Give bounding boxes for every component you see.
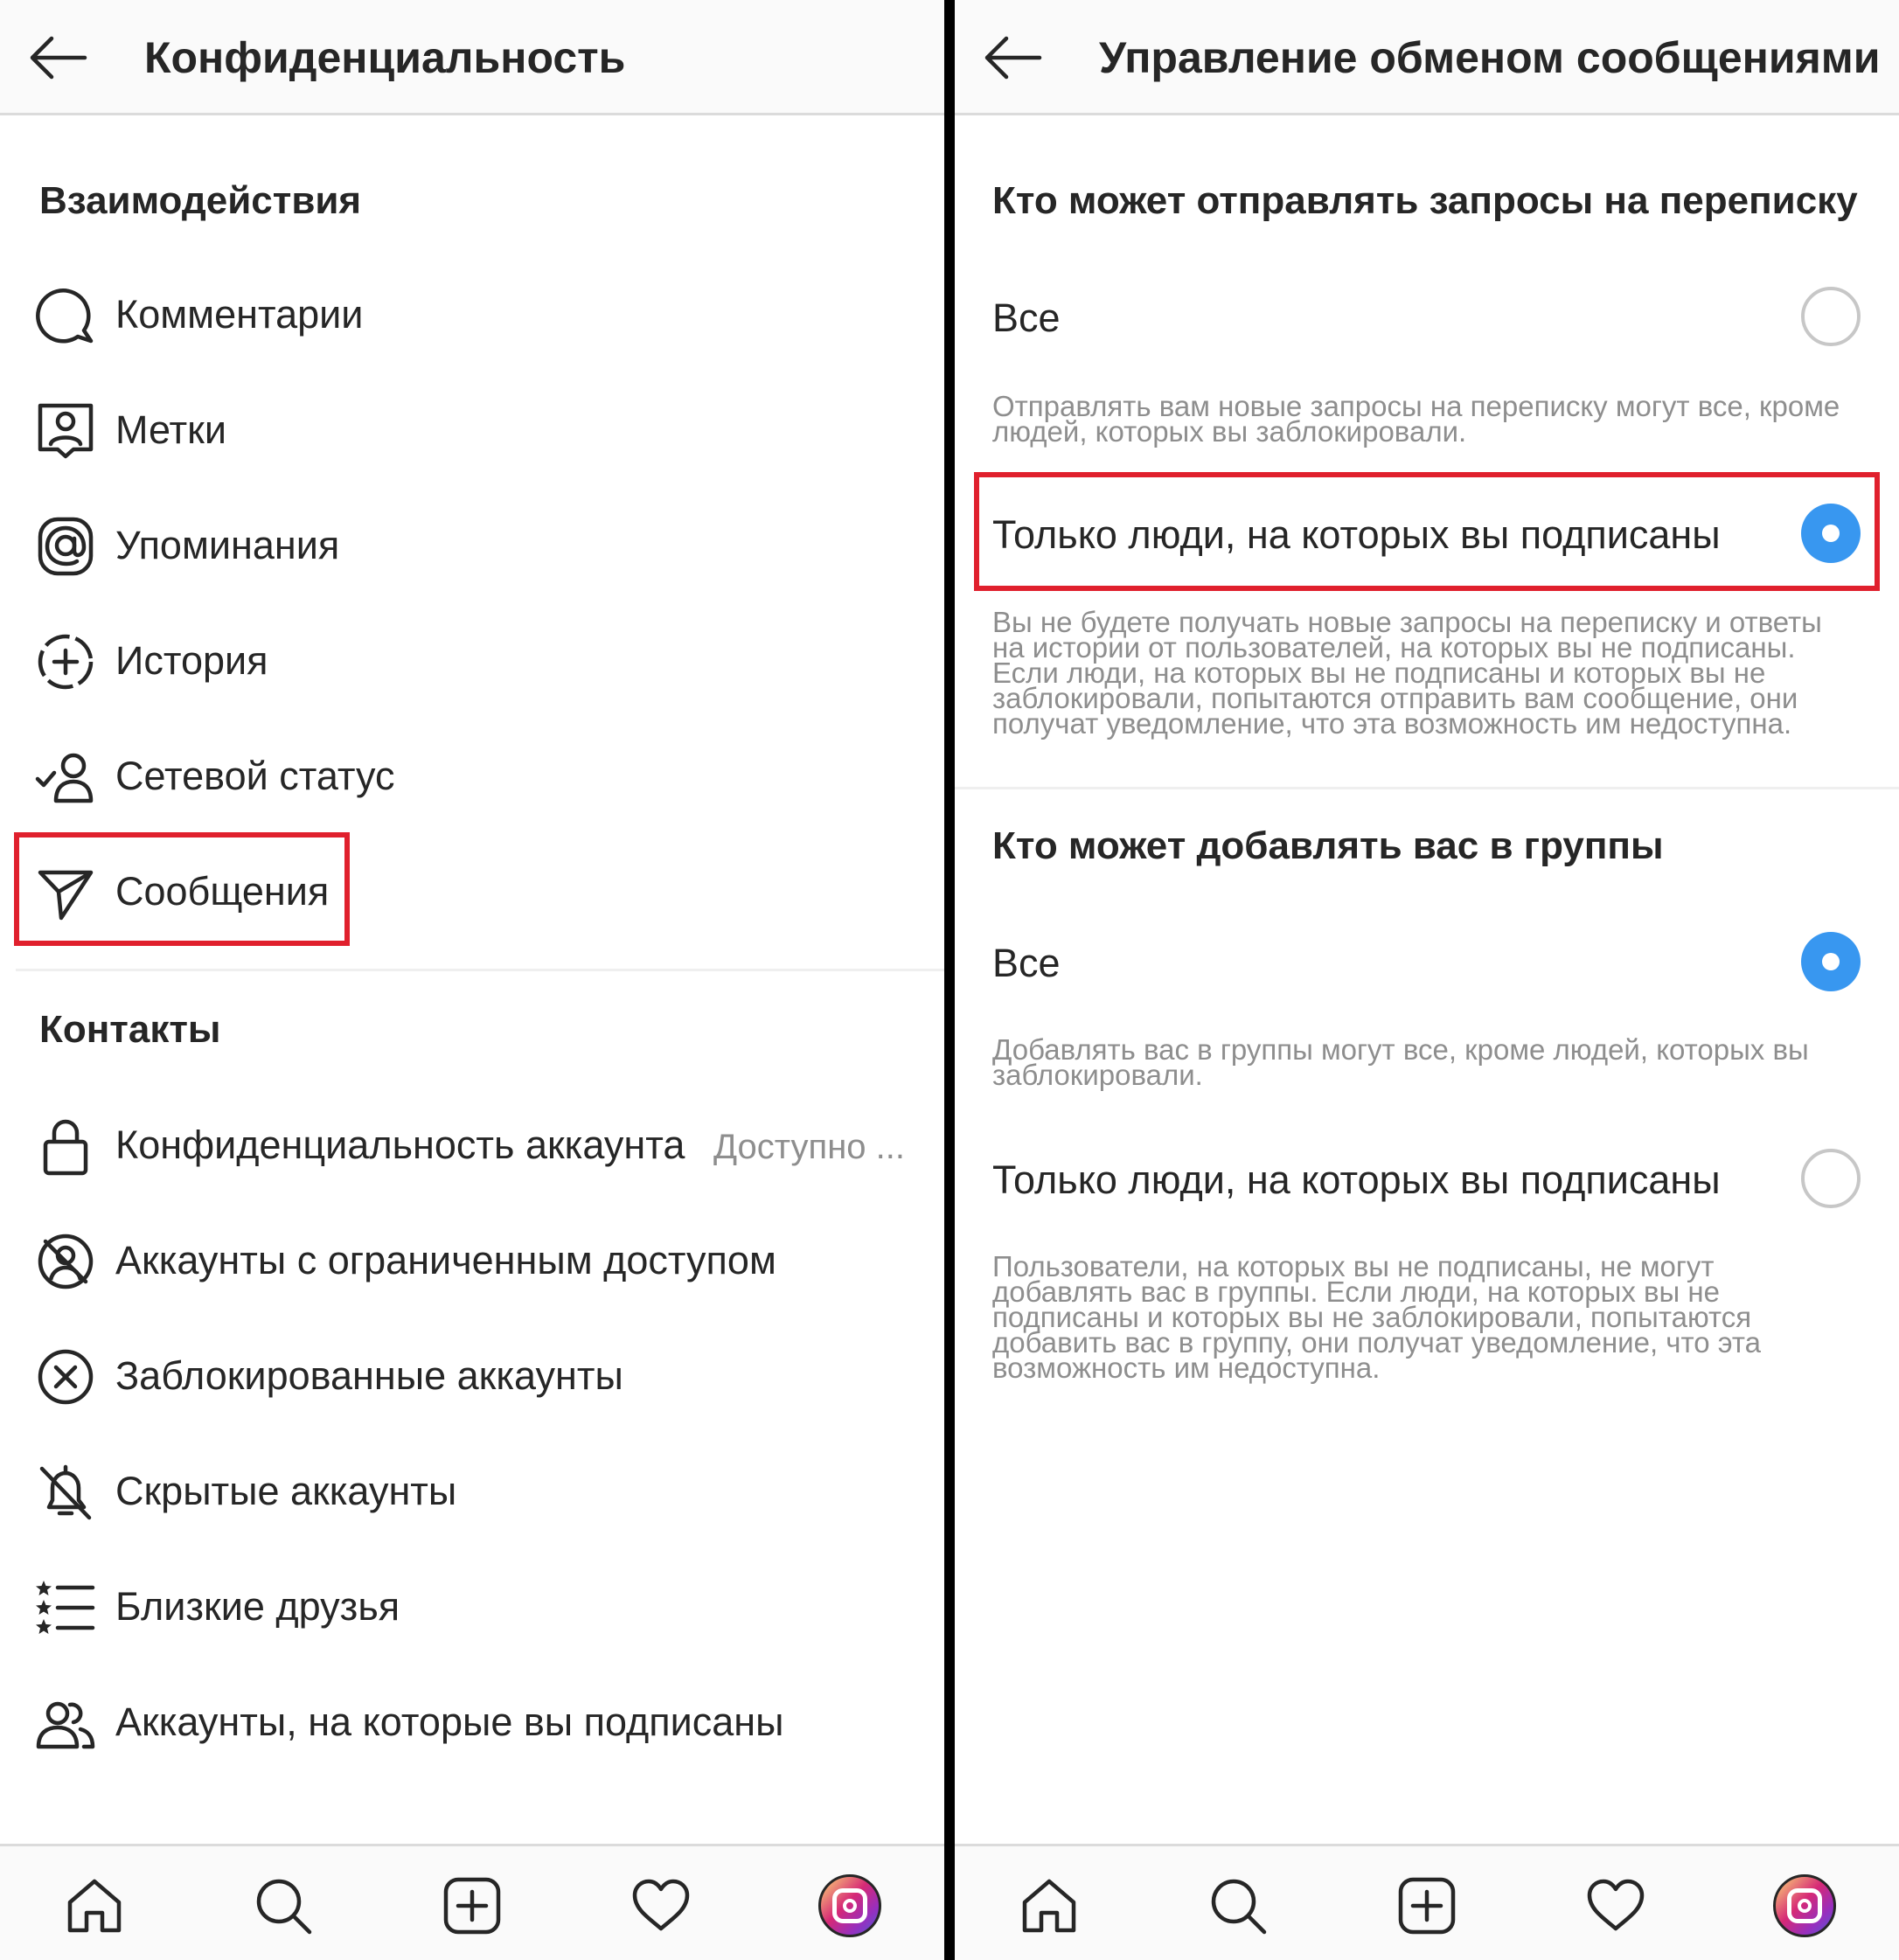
close-friends-list-icon — [35, 1577, 96, 1638]
menu-item-tags[interactable] — [0, 371, 944, 486]
nav-profile-button[interactable] — [815, 1871, 885, 1941]
section-divider — [16, 969, 944, 971]
section-title-groups: Кто может добавлять вас в группы — [992, 824, 1664, 867]
activity-heart-icon — [631, 1876, 691, 1936]
menu-item-activity-status[interactable] — [0, 717, 944, 832]
option-groups-following-only[interactable] — [955, 1122, 1899, 1236]
section-title-message-requests: Кто может отправлять запросы на переписку — [992, 179, 1858, 222]
nav-new-post-button[interactable] — [1392, 1871, 1462, 1941]
radio-groups-everyone[interactable] — [1801, 932, 1861, 991]
menu-item-story[interactable] — [0, 601, 944, 717]
nav-search-button[interactable] — [248, 1871, 318, 1941]
menu-item-messages[interactable] — [0, 832, 944, 948]
menu-item-label: Конфиденциальность аккаунта — [115, 1122, 685, 1167]
activity-status-icon — [35, 747, 96, 808]
blocked-icon — [35, 1346, 96, 1407]
search-icon — [254, 1876, 313, 1936]
option-description: Пользователи, на которых вы не подписаны, не могут добавлять вас в группы. Если люди, на которых вы не подписаны и которых вы не заблокировали, попытаются добавить вас в группу, они получат уведомление, что эта возможность им недоступна. — [992, 1250, 1761, 1384]
new-post-icon — [442, 1876, 502, 1936]
menu-item-blocked-accounts[interactable] — [0, 1317, 944, 1432]
menu-item-label: Скрытые аккаунты — [115, 1469, 457, 1513]
option-label: Только люди, на которых вы подписаны — [992, 512, 1721, 557]
radio-groups-following-only[interactable] — [1801, 1149, 1861, 1208]
menu-item-label: Сетевой статус — [115, 754, 395, 798]
profile-avatar — [818, 1874, 881, 1937]
menu-item-label: Упоминания — [115, 523, 340, 567]
section-title-contacts: Контакты — [39, 1008, 221, 1051]
muted-bell-icon — [35, 1462, 96, 1523]
menu-item-label: Аккаунты с ограниченным доступом — [115, 1238, 776, 1282]
option-description: Отправлять вам новые запросы на переписку могут все, кроме людей, которых вы заблокировали. — [992, 390, 1840, 448]
back-arrow-icon — [27, 36, 88, 80]
section-title-interactions: Взаимодействия — [39, 179, 362, 222]
top-bar — [0, 0, 944, 115]
menu-item-label: Близкие друзья — [115, 1584, 400, 1629]
menu-item-label: Аккаунты, на которые вы подписаны — [115, 1699, 784, 1744]
home-icon — [65, 1876, 124, 1936]
option-label: Все — [992, 941, 1061, 985]
account-privacy-value: Доступно ... — [713, 1128, 905, 1166]
nav-new-post-button[interactable] — [437, 1871, 507, 1941]
menu-item-close-friends[interactable] — [0, 1547, 944, 1663]
radio-requests-following-only[interactable] — [1801, 504, 1861, 563]
back-button[interactable] — [979, 26, 1046, 89]
new-post-icon — [1397, 1876, 1457, 1936]
at-sign-icon — [35, 516, 96, 577]
nav-activity-button[interactable] — [626, 1871, 696, 1941]
comment-icon — [35, 285, 96, 346]
story-icon — [35, 631, 96, 692]
nav-profile-button[interactable] — [1770, 1871, 1840, 1941]
privacy-screen — [0, 0, 944, 1960]
page-title: Конфиденциальность — [144, 33, 626, 82]
option-description: Вы не будете получать новые запросы на переписку и ответы на истории от пользователей, на которых вы не подписаны. Если люди, на которых вы не подписаны и которых вы не заблокировали, попытаются отправить вам сообщение, они получат уведомление, что эта возможность им недоступна. — [992, 606, 1822, 740]
section-divider — [955, 787, 1899, 789]
menu-item-account-privacy[interactable] — [0, 1086, 944, 1201]
menu-item-following-accounts[interactable] — [0, 1663, 944, 1778]
menu-item-comments[interactable] — [0, 255, 944, 371]
menu-item-mentions[interactable] — [0, 486, 944, 601]
menu-item-label: Комментарии — [115, 292, 364, 337]
menu-item-label: Метки — [115, 407, 226, 452]
profile-avatar — [1773, 1874, 1836, 1937]
option-label: Только люди, на которых вы подписаны — [992, 1157, 1721, 1202]
menu-item-label: Заблокированные аккаунты — [115, 1353, 623, 1398]
menu-item-muted-accounts[interactable] — [0, 1432, 944, 1547]
bottom-navigation — [0, 1844, 944, 1960]
following-icon — [35, 1692, 96, 1754]
search-icon — [1208, 1876, 1268, 1936]
nav-search-button[interactable] — [1203, 1871, 1273, 1941]
nav-home-button[interactable] — [1014, 1871, 1084, 1941]
menu-item-label: Сообщения — [115, 869, 330, 914]
lock-icon — [35, 1116, 96, 1177]
home-icon — [1019, 1876, 1079, 1936]
paper-plane-icon — [35, 862, 96, 923]
nav-home-button[interactable] — [59, 1871, 129, 1941]
back-arrow-icon — [982, 36, 1043, 80]
back-button[interactable] — [24, 26, 91, 89]
menu-item-restricted-accounts[interactable] — [0, 1201, 944, 1317]
nav-activity-button[interactable] — [1581, 1871, 1651, 1941]
option-groups-everyone[interactable] — [955, 906, 1899, 1019]
option-requests-everyone[interactable] — [955, 261, 1899, 374]
option-label: Все — [992, 295, 1061, 340]
top-bar — [955, 0, 1899, 115]
message-controls-screen — [955, 0, 1899, 1960]
restricted-icon — [35, 1231, 96, 1292]
bottom-navigation — [955, 1844, 1899, 1960]
activity-heart-icon — [1586, 1876, 1645, 1936]
menu-item-label: История — [115, 638, 268, 683]
page-title: Управление обменом сообщениями — [1099, 33, 1881, 82]
option-requests-following-only[interactable] — [955, 477, 1899, 591]
option-description: Добавлять вас в группы могут все, кроме людей, которых вы заблокировали. — [992, 1033, 1809, 1091]
radio-requests-everyone[interactable] — [1801, 287, 1861, 346]
tag-icon — [35, 400, 96, 462]
